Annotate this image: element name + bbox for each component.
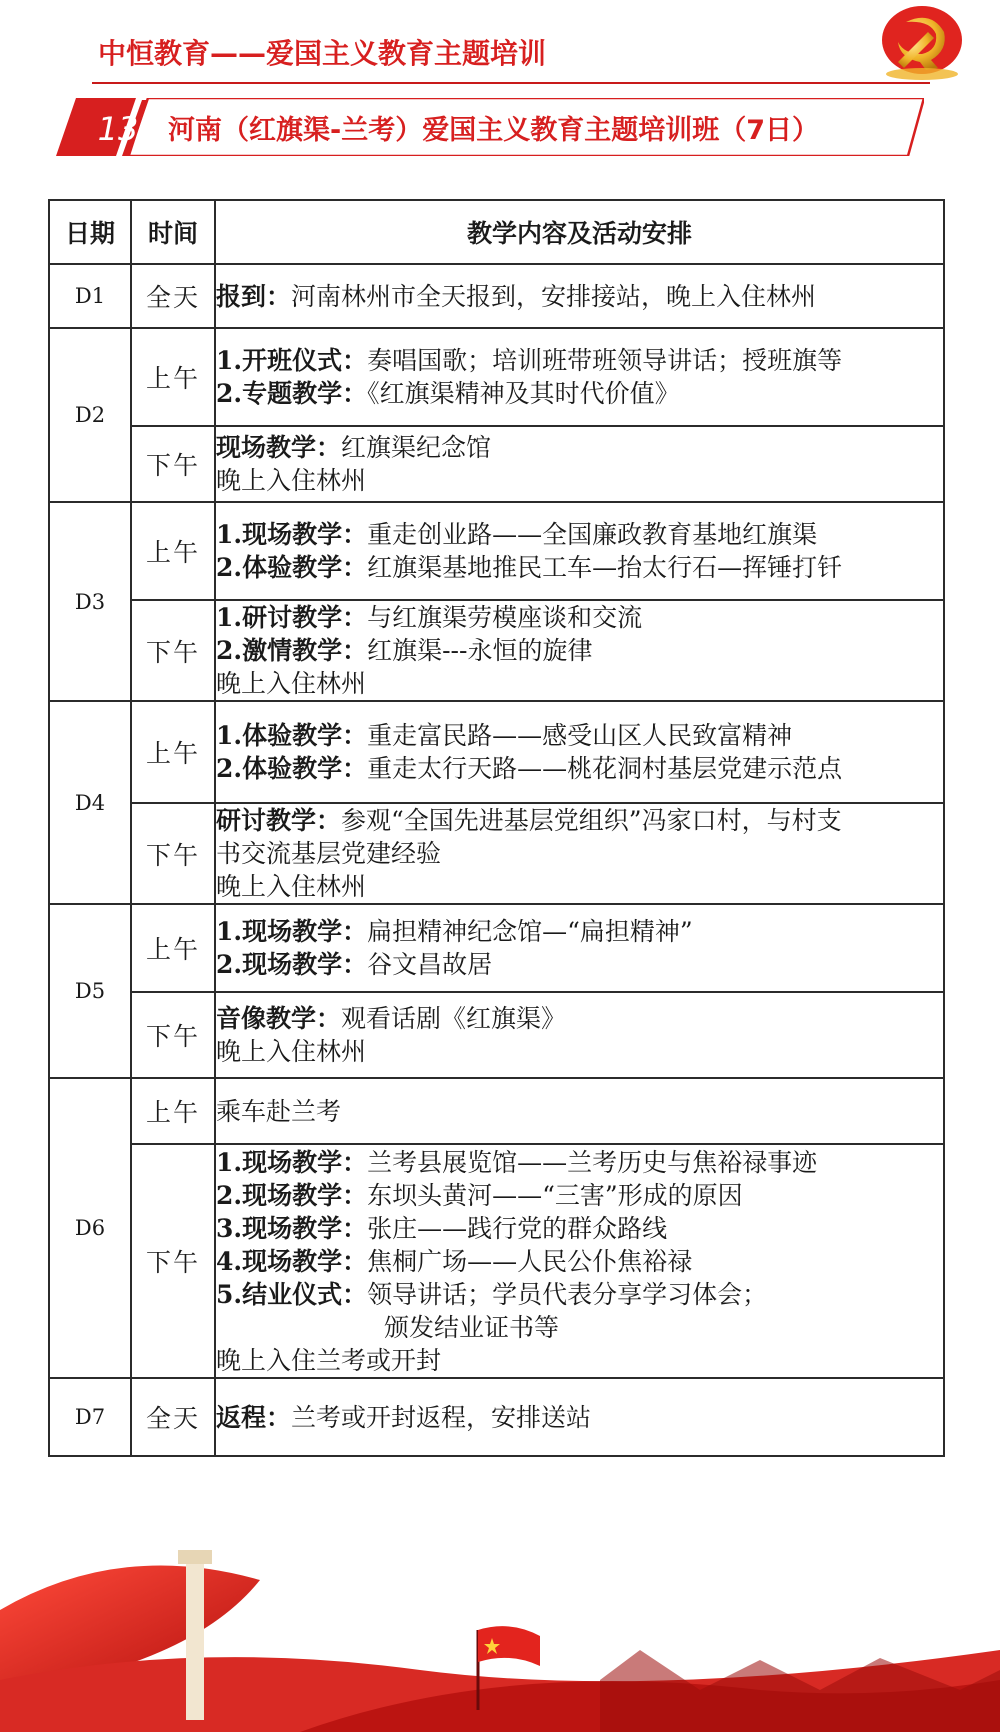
day-cell: D3: [49, 502, 131, 701]
table-row: [49, 701, 944, 803]
activity-label: 1.现场教学：: [216, 520, 368, 549]
activity-cell: [215, 264, 944, 328]
activity-label: 2.现场教学：: [216, 1180, 368, 1210]
activity-label: 研讨教学：: [216, 806, 342, 835]
activity-text: 扁担精神纪念馆—“扁担精神”: [367, 917, 693, 946]
day-cell: D4: [49, 701, 131, 904]
activity-line: [216, 870, 943, 903]
activity-cell: [215, 502, 944, 600]
table-row: [49, 1144, 944, 1378]
time-cell: 上午: [131, 904, 215, 992]
activity-label: 1.现场教学：: [216, 1147, 368, 1177]
activity-line: [216, 837, 943, 870]
activity-line: [216, 1212, 943, 1245]
red-flag-ribbon-icon: [0, 1540, 1000, 1732]
activity-text: 晚上入住林州: [216, 1037, 367, 1066]
activity-label: 报到：: [216, 281, 292, 311]
activity-label: 4.现场教学：: [216, 1246, 368, 1276]
activity-text: 领导讲话；学员代表分享学习体会；: [367, 1279, 768, 1309]
activity-line: [216, 1311, 943, 1344]
activity-text: 兰考县展览馆——兰考历史与焦裕禄事迹: [367, 1147, 818, 1177]
time-cell: 上午: [131, 701, 215, 803]
activity-line: [216, 280, 943, 313]
activity-label: 5.结业仪式：: [216, 1279, 368, 1309]
activity-text: 晚上入住林州: [216, 872, 367, 901]
time-cell: 下午: [131, 992, 215, 1078]
activity-line: [216, 1035, 943, 1068]
time-cell: 上午: [131, 502, 215, 600]
activity-label: 1.研讨教学：: [216, 603, 368, 632]
activity-cell: [215, 1144, 944, 1378]
schedule-table: [48, 199, 945, 1457]
day-cell: D7: [49, 1378, 131, 1456]
table-row: [49, 904, 944, 992]
activity-label: 1.开班仪式：: [216, 346, 368, 375]
activity-line: [216, 1245, 943, 1278]
activity-line: [216, 1179, 943, 1212]
activity-text: 谷文昌故居: [367, 950, 493, 979]
time-cell: 下午: [131, 426, 215, 502]
table-row: [49, 264, 944, 328]
activity-line: [216, 1146, 943, 1179]
activity-cell: [215, 1078, 944, 1144]
table-row: [49, 1378, 944, 1456]
activity-line: [216, 377, 943, 410]
activity-label: 音像教学：: [216, 1004, 342, 1033]
activity-cell: [215, 600, 944, 701]
party-emblem-icon: [876, 2, 966, 82]
activity-text: 红旗渠---永恒的旋律: [367, 636, 593, 665]
table-row: [49, 803, 944, 904]
activity-label: 3.现场教学：: [216, 1213, 368, 1243]
table-row: [49, 328, 944, 426]
activity-label: 2.激情教学：: [216, 636, 368, 665]
day-cell: D5: [49, 904, 131, 1078]
activity-label: 2.体验教学：: [216, 553, 368, 582]
activity-label: 2.现场教学：: [216, 950, 368, 979]
activity-line: [216, 752, 943, 785]
header-time: 时间: [131, 200, 215, 264]
activity-cell: [215, 701, 944, 803]
activity-line: [216, 601, 943, 634]
day-cell: D1: [49, 264, 131, 328]
table-row: [49, 502, 944, 600]
time-cell: 下午: [131, 803, 215, 904]
activity-text: 重走创业路——全国廉政教育基地红旗渠: [367, 520, 818, 549]
table-row: [49, 600, 944, 701]
activity-text: 颁发结业证书等: [384, 1312, 560, 1342]
activity-label: 1.现场教学：: [216, 917, 368, 946]
activity-text: 张庄——践行党的群众路线: [367, 1213, 668, 1243]
activity-line: [216, 1278, 943, 1311]
activity-text: 红旗渠基地推民工车—抬太行石—挥锤打钎: [367, 553, 843, 582]
activity-line: [216, 551, 943, 584]
time-cell: 全天: [131, 1378, 215, 1456]
activity-line: [216, 667, 943, 700]
activity-label: 返程：: [216, 1402, 292, 1432]
activity-label: 现场教学：: [216, 433, 342, 462]
activity-text: 书交流基层党建经验: [216, 839, 442, 868]
activity-line: [216, 719, 943, 752]
section-number: 13: [97, 110, 139, 148]
header-content: 教学内容及活动安排: [215, 200, 944, 264]
header-divider: [92, 82, 930, 84]
time-cell: 上午: [131, 328, 215, 426]
activity-text: 兰考或开封返程，安排送站: [291, 1402, 592, 1432]
activity-line: [216, 1401, 943, 1434]
activity-line: [216, 344, 943, 377]
section-title: 河南（红旗渠-兰考）爱国主义教育主题培训班（7日）: [168, 115, 819, 146]
activity-text: 参观“全国先进基层党组织”冯家口村，与村支: [341, 806, 842, 835]
activity-text: 重走富民路——感受山区人民致富精神: [367, 721, 793, 750]
activity-text: 红旗渠纪念馆: [341, 433, 492, 462]
table-row: [49, 1078, 944, 1144]
activity-line: [216, 804, 943, 837]
activity-line: [216, 1344, 943, 1377]
activity-text: 与红旗渠劳模座谈和交流: [367, 603, 643, 632]
activity-line: [216, 915, 943, 948]
activity-text: 焦桐广场——人民公仆焦裕禄: [367, 1246, 693, 1276]
activity-text: 河南林州市全天报到，安排接站，晚上入住林州: [291, 281, 817, 311]
activity-text: 《红旗渠精神及其时代价值》: [367, 379, 680, 408]
table-header-row: [49, 200, 944, 264]
activity-text: 东坝头黄河——“三害”形成的原因: [367, 1180, 743, 1210]
activity-text: 重走太行天路——桃花洞村基层党建示范点: [367, 754, 843, 783]
activity-text: 观看话剧《红旗渠》: [341, 1004, 567, 1033]
activity-line: [216, 431, 943, 464]
activity-label: 1.体验教学：: [216, 721, 368, 750]
activity-label: 2.体验教学：: [216, 754, 368, 783]
activity-text: 奏唱国歌；培训班带班领导讲话；授班旗等: [367, 346, 843, 375]
activity-text: 晚上入住林州: [216, 669, 367, 698]
activity-text: 乘车赴兰考: [216, 1096, 342, 1126]
activity-line: [216, 518, 943, 551]
activity-cell: [215, 992, 944, 1078]
activity-line: [216, 1095, 943, 1128]
activity-text: 晚上入住兰考或开封: [216, 1345, 442, 1375]
activity-line: [216, 634, 943, 667]
time-cell: 上午: [131, 1078, 215, 1144]
header-date: 日期: [49, 200, 131, 264]
activity-cell: [215, 1378, 944, 1456]
table-row: [49, 992, 944, 1078]
activity-cell: [215, 426, 944, 502]
activity-cell: [215, 803, 944, 904]
activity-line: [216, 1002, 943, 1035]
activity-line: [216, 948, 943, 981]
day-cell: D6: [49, 1078, 131, 1378]
day-cell: D2: [49, 328, 131, 502]
time-cell: 全天: [131, 264, 215, 328]
activity-cell: [215, 904, 944, 992]
activity-cell: [215, 328, 944, 426]
time-cell: 下午: [131, 1144, 215, 1378]
time-cell: 下午: [131, 600, 215, 701]
activity-line: [216, 464, 943, 497]
activity-label: 2.专题教学：: [216, 379, 368, 408]
brand-title: 中恒教育——爱国主义教育主题培训: [98, 37, 547, 70]
table-row: [49, 426, 944, 502]
activity-text: 晚上入住林州: [216, 466, 367, 495]
